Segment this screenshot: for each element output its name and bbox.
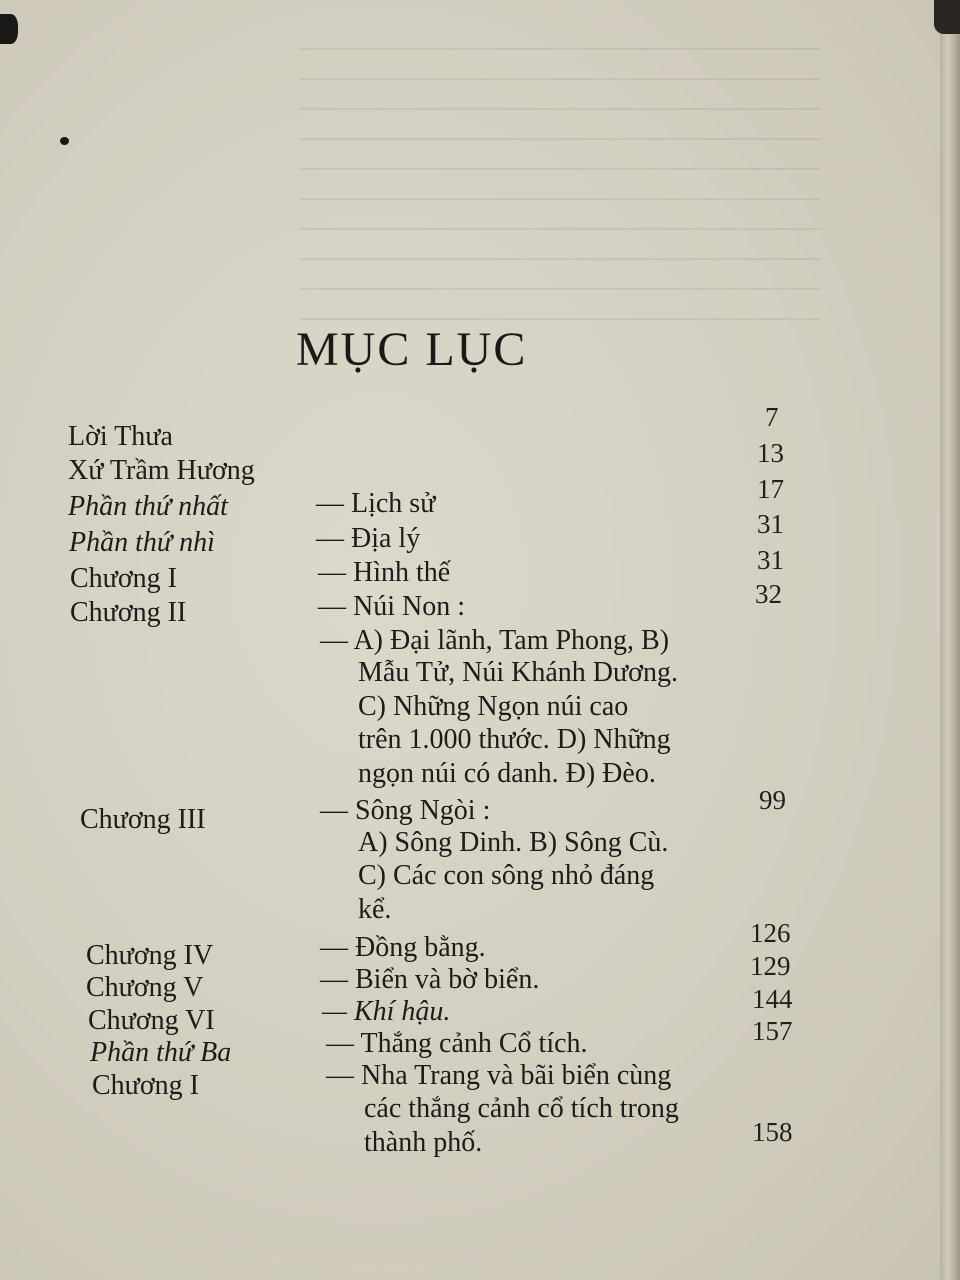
entry-desc-line: thành phố.: [364, 1127, 483, 1158]
page-title: MỤC LỤC: [296, 323, 528, 376]
page-number: 99: [759, 785, 786, 815]
entry-label: Xứ Trầm Hương: [68, 455, 255, 486]
entry-desc: — Địa lý: [316, 523, 421, 554]
entry-desc-line: kể.: [358, 894, 392, 925]
entry-desc-line: Mẫu Tử, Núi Khánh Dương.: [358, 657, 678, 688]
entry-label: Phần thứ nhì: [69, 527, 215, 558]
page-edge: [940, 0, 960, 1280]
background-corner: [934, 0, 960, 34]
entry-desc-line: A) Sông Dinh. B) Sông Cù.: [358, 827, 669, 858]
entry-label: Chương III: [80, 804, 206, 835]
entry-label: Chương I: [92, 1070, 199, 1101]
entry-desc: — Sông Ngòi :: [320, 795, 491, 826]
entry-desc-line: trên 1.000 thước. D) Những: [358, 724, 671, 755]
entry-desc: — Biển và bờ biển.: [320, 964, 540, 995]
entry-desc-line: các thắng cảnh cổ tích trong: [364, 1093, 679, 1124]
entry-label: Phần thứ nhất: [68, 491, 228, 522]
page-number: 126: [750, 918, 791, 948]
entry-label: Chương II: [70, 597, 187, 628]
ink-speck: [0, 14, 18, 44]
entry-desc-line: C) Các con sông nhỏ đáng: [358, 860, 655, 891]
entry-desc: — Khí hậu.: [322, 996, 451, 1027]
page-number: 144: [752, 984, 793, 1014]
entry-desc: — Đồng bằng.: [320, 932, 486, 963]
page-number: 32: [755, 579, 782, 609]
page-number: 13: [757, 438, 784, 468]
page-number: 157: [752, 1016, 793, 1046]
page-number: 7: [765, 402, 779, 432]
entry-desc-line: C) Những Ngọn núi cao: [358, 691, 629, 722]
entry-label: Chương I: [70, 563, 177, 594]
entry-desc: — Hình thế: [318, 557, 451, 588]
page-number: 31: [757, 545, 784, 575]
entry-label: Chương IV: [86, 940, 214, 971]
entry-desc: — Lịch sử: [316, 488, 436, 519]
page-number: 158: [752, 1117, 793, 1147]
show-through-text: [300, 20, 820, 320]
entry-desc: — Thắng cảnh Cổ tích.: [326, 1028, 588, 1059]
entry-label: Lời Thưa: [68, 421, 173, 452]
entry-desc-line: — A) Đại lãnh, Tam Phong, B): [320, 625, 670, 656]
page-number: 17: [757, 474, 784, 504]
entry-label: Phần thứ Ba: [90, 1037, 232, 1068]
entry-label: Chương VI: [88, 1005, 215, 1036]
page-number: 129: [750, 951, 791, 981]
entry-desc: — Núi Non :: [318, 591, 465, 622]
entry-desc-line: ngọn núi có danh. Đ) Đèo.: [358, 758, 656, 789]
entry-desc: — Nha Trang và bãi biển cùng: [326, 1060, 672, 1091]
entry-label: Chương V: [86, 972, 204, 1003]
page-number: 31: [757, 509, 784, 539]
ink-speck: [60, 137, 69, 145]
